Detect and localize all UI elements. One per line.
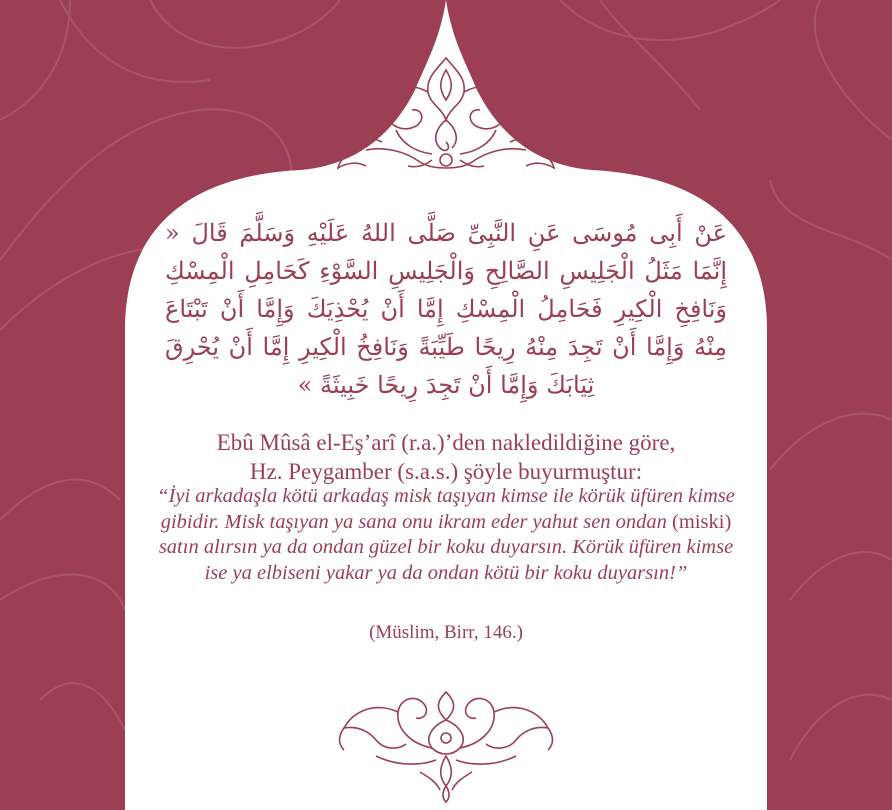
hadith-translation	[145, 484, 747, 586]
intro-line-1: Ebû Mûsâ el-Eş’arî (r.a.)’den nakledildiğine göre,	[216, 430, 676, 455]
source-citation: (Müslim, Birr, 146.)	[369, 622, 523, 643]
translation-part-2: satın alırsın ya da ondan güzel bir koku duyarsın. Körük üfüren kimse ise ya elbiseni yakar ya da ondan kötü bir koku duyarsın!”	[158, 536, 734, 584]
translation-part-1: “İyi arkadaşla kötü arkadaş misk taşıyan kimse ile körük üfüren kimse gibidir. Misk taşıyan ya sana onu ikram eder yahut sen ondan	[157, 485, 735, 533]
intro-line-2: Hz. Peygamber (s.a.s.) şöyle buyurmuştur:	[249, 459, 643, 484]
floral-scroll-ornament	[336, 686, 556, 804]
translation-insert: (miski)	[672, 510, 732, 533]
narration-intro	[125, 428, 767, 486]
arabic-hadith-text: عَنْ أَبِى مُوسَى عَنِ النَّبِىِّ صَلَّى اللهُ عَلَيْهِ وَسَلَّمَ قَالَ « إِنَّمَا مَثَلُ الْجَلِيسِ الصَّالِحِ وَالْجَلِيسِ السَّوْءِ كَحَامِلِ الْمِسْكِ وَنَافِخِ الْكِيرِ فَحَامِلُ الْمِسْكِ إِمَّا أَنْ يُحْذِيَكَ وَإِمَّا أَنْ تَبْتَاعَ مِنْهُ وَإِمَّا أَنْ تَجِدَ مِنْهُ رِيحًا طَيِّبَةً وَنَافِخُ الْكِيرِ إِمَّا أَنْ يُحْرِقَ ثِيَابَكَ وَإِمَّا أَنْ تَجِدَ رِيحًا خَبِيثَةً »	[165, 219, 727, 399]
